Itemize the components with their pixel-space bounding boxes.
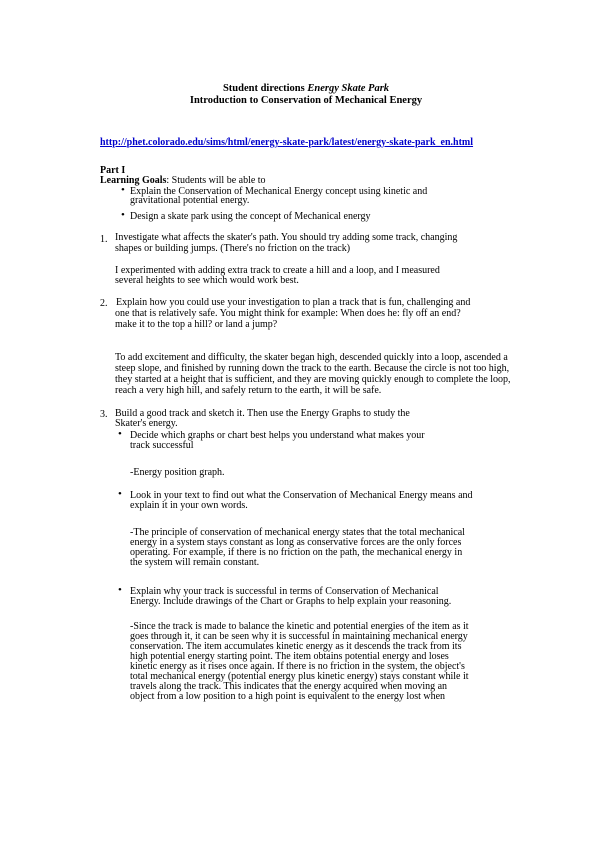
q3-bullet-1-line-1: Decide which graphs or chart best helps you understand what makes your bbox=[130, 430, 425, 441]
part-heading: Part I bbox=[100, 165, 126, 176]
q3-bullet-3-answer-4: high potential energy starting point. The item obtains potential energy and loses bbox=[130, 651, 449, 662]
bullet-icon: • bbox=[118, 428, 122, 440]
bullet-icon: • bbox=[121, 184, 125, 196]
page-title bbox=[0, 83, 612, 95]
q3-bullet-2-answer-2: energy in a system stays constant as long as conservative forces are the only forces bbox=[130, 537, 462, 548]
q3-line-1: Build a good track and sketch it. Then use the Energy Graphs to study the bbox=[115, 408, 410, 419]
q3-bullet-3-answer-5: kinetic energy as it rises once again. If there is no friction in the system, the object's bbox=[130, 661, 465, 672]
q3-bullet-2-answer-1: -The principle of conservation of mechanical energy states that the total mechanical bbox=[130, 527, 465, 538]
bullet-icon: • bbox=[121, 209, 125, 221]
q2-answer-3: they started at a height that is sufficient, and they are moving quickly enough to complete the loop, bbox=[115, 374, 511, 385]
q3-bullet-3-line-2: Energy. Include drawings of the Chart or Graphs to help explain your reasoning. bbox=[130, 596, 452, 607]
q3-bullet-3-answer-1: -Since the track is made to balance the kinetic and potential energies of the item as it bbox=[130, 621, 469, 632]
q2-number: 2. bbox=[100, 298, 108, 309]
q2-answer-2: steep slope, and finished by running down the track to the earth. Because the circle is not too high, bbox=[115, 363, 510, 374]
q3-line-2: Skater's energy. bbox=[115, 418, 178, 429]
q1-number: 1. bbox=[100, 234, 108, 245]
q3-bullet-3-answer-6: total mechanical energy (potential energy plus kinetic energy) stays constant while it bbox=[130, 671, 469, 682]
q1-line-2: shapes or building jumps. (There's no friction on the track) bbox=[115, 243, 351, 254]
q3-bullet-2-answer-4: the system will remain constant. bbox=[130, 557, 260, 568]
simulation-link[interactable]: http://phet.colorado.edu/sims/html/energy-skate-park/latest/energy-skate-park_en.html bbox=[100, 137, 474, 148]
q3-bullet-2-answer-3: operating. For example, if there is no friction on the path, the mechanical energy in bbox=[130, 547, 463, 558]
q2-line-2: one that is relatively safe. You might think for example: When does he: fly off an end? bbox=[115, 308, 461, 319]
q3-bullet-3-answer-3: conservation. The item accumulates kinetic energy as it descends the track from its bbox=[130, 641, 462, 652]
goal-1-line-1: Explain the Conservation of Mechanical Energy concept using kinetic and bbox=[130, 186, 428, 197]
q1-answer-2: several heights to see which would work best. bbox=[115, 275, 299, 286]
q1-answer-1: I experimented with adding extra track to create a hill and a loop, and I measured bbox=[115, 265, 440, 276]
q2-line-3: make it to the top a hill? or land a jump? bbox=[115, 319, 278, 330]
q1-line-1: Investigate what affects the skater's path. You should try adding some track, changing bbox=[115, 232, 458, 243]
q3-bullet-1-line-2: track successful bbox=[130, 440, 194, 451]
q3-bullet-3-answer-2: goes through it, it can be seen why it is successful in maintaining mechanical energy bbox=[130, 631, 468, 642]
learning-goals-label: Learning Goals bbox=[100, 175, 167, 186]
q3-bullet-2-line-1: Look in your text to find out what the Conservation of Mechanical Energy means and bbox=[130, 490, 473, 501]
goal-1-line-2: gravitational potential energy. bbox=[130, 195, 250, 206]
q3-bullet-3-answer-8: object from a low position to a high point is equivalent to the energy lost when bbox=[130, 691, 446, 702]
goal-2: Design a skate park using the concept of Mechanical energy bbox=[130, 211, 371, 222]
bullet-icon: • bbox=[118, 488, 122, 500]
q3-number: 3. bbox=[100, 409, 108, 420]
q3-bullet-3-answer-7: travels along the track. This indicates that the energy acquired when moving an bbox=[130, 681, 448, 692]
bullet-icon: • bbox=[118, 584, 122, 596]
page-subtitle: Introduction to Conservation of Mechanical Energy bbox=[189, 95, 423, 106]
q2-answer-1: To add excitement and difficulty, the skater began high, descended quickly into a loop, ascended a bbox=[115, 352, 508, 363]
q3-bullet-2-line-2: explain it in your own words. bbox=[130, 500, 248, 511]
q2-line-1: Explain how you could use your investigation to plan a track that is fun, challenging and bbox=[116, 297, 471, 308]
title-italic: Energy Skate Park bbox=[307, 83, 390, 94]
learning-goals-intro: : Students will be able to bbox=[166, 175, 266, 186]
q2-answer-4: reach a very high hill, and safely return to the earth, it will be safe. bbox=[115, 385, 382, 396]
q3-bullet-3-line-1: Explain why your track is successful in terms of Conservation of Mechanical bbox=[130, 586, 439, 597]
q3-bullet-1-answer: -Energy position graph. bbox=[130, 467, 225, 478]
title-prefix: Student directions bbox=[222, 83, 308, 94]
